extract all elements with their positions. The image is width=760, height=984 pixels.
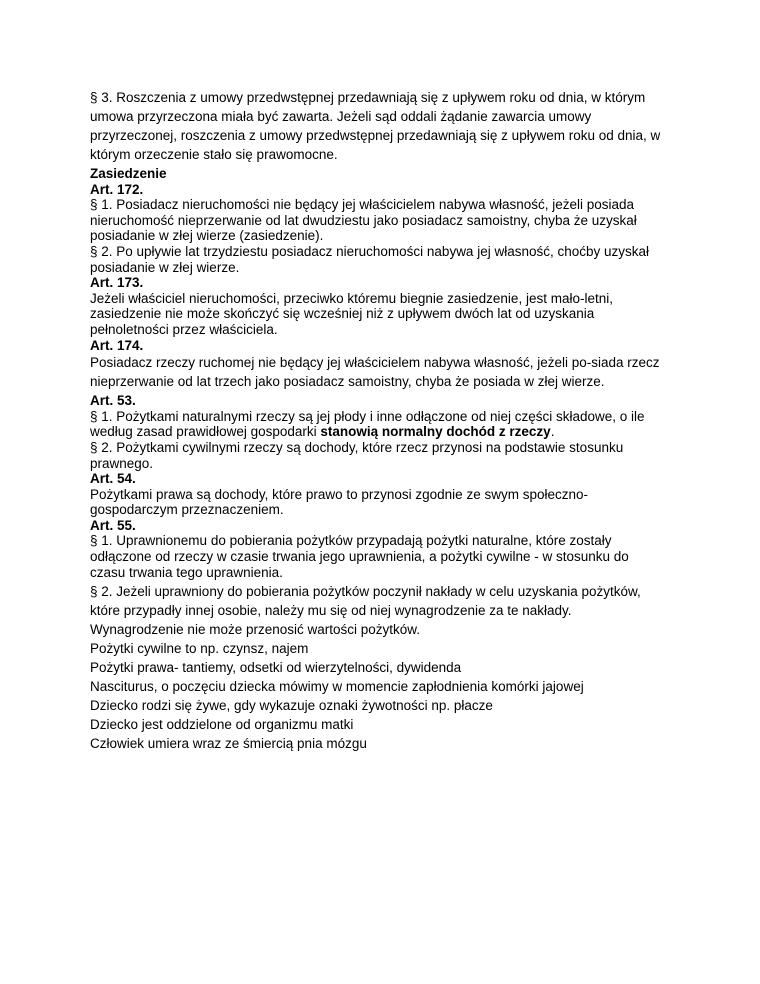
- heading-art-174: Art. 174.: [90, 337, 144, 353]
- paragraph-art-174: Posiadacz rzeczy ruchomej nie będący jej właścicielem nabywa własność, jeżeli po-siada rzecz nieprzerwanie od lat trzech jako posiadacz samoistny, chyba że posiada w złej wierze.: [90, 355, 660, 390]
- note-dziecko-zywe: Dziecko rodzi się żywe, gdy wykazuje oznaki żywotności np. płacze: [90, 698, 493, 714]
- heading-art-172: Art. 172.: [90, 181, 144, 197]
- paragraph-art-section-3: § 3. Roszczenia z umowy przedwstępnej przedawniają się z upływem roku od dnia, w którym umowa przyrzeczona miała być zawarta. Jeżeli sąd oddali żądanie zawarcia umowy przyrzeczonej, roszczenia z umowy przedwstępnej przedawniają się z upływem roku od dnia, w którym orzeczenie stało się prawomocne.: [90, 90, 661, 162]
- paragraph-art-53-section-2: § 2. Pożytkami cywilnymi rzeczy są dochody, które rzecz przynosi na podstawie stosunku prawnego.: [90, 439, 624, 471]
- heading-zasiedzenie: Zasiedzenie: [90, 166, 167, 181]
- note-pozytki-cywilne: Pożytki cywilne to np. czynsz, najem: [90, 641, 309, 657]
- heading-art-55: Art. 55.: [90, 517, 136, 533]
- paragraph-art-55-section-1: § 1. Uprawnionemu do pobierania pożytków przypadają pożytki naturalne, które zostały odłączone od rzeczy w czasie trwania jego uprawnienia, a pożytki cywilne - w stosunku do czasu trwania tego uprawnienia.: [90, 533, 629, 580]
- note-dziecko-oddzielone: Dziecko jest oddzielone od organizmu matki: [90, 717, 354, 733]
- paragraph-art-172-section-2: § 2. Po upływie lat trzydziestu posiadacz nieruchomości nabywa jej własność, choćby uzyskał posiadanie w złej wierze.: [90, 243, 650, 275]
- document-page: [90, 88, 680, 753]
- paragraph-art-173: Jeżeli właściciel nieruchomości, przeciwko któremu biegnie zasiedzenie, jest mało-letni, zasiedzenie nie może skończyć się wcześniej niż z upływem dwóch lat od uzyskania pełnoletności przez właściciela.: [90, 290, 613, 337]
- bold-phrase: stanowią normalny dochód z rzeczy: [320, 424, 551, 440]
- paragraph-art-55-section-2: § 2. Jeżeli uprawniony do pobierania pożytków poczynił nakłady w celu uzyskania pożytków, które przypadły innej osobie, należy mu się od niej wynagrodzenie za te nakłady. Wynagrodzenie nie może przenosić wartości pożytków.: [90, 584, 641, 638]
- paragraph-art-172-section-1: § 1. Posiadacz nieruchomości nie będący jej właścicielem nabywa własność, jeżeli posiada nieruchomość nieprzerwanie od lat dwudziestu jako posiadacz samoistny, chyba że uzyskał posiadanie w złej wierze (zasiedzenie).: [90, 197, 637, 244]
- paragraph-text-end: .: [550, 424, 555, 440]
- heading-art-54: Art. 54.: [90, 471, 136, 487]
- paragraph-art-53-section-1: [90, 409, 680, 440]
- heading-art-173: Art. 173.: [90, 275, 144, 291]
- note-czlowiek-umiera: Człowiek umiera wraz ze śmiercią pnia mózgu: [90, 736, 367, 752]
- paragraph-art-54: Pożytkami prawa są dochody, które prawo to przynosi zgodnie ze swym społeczno- gospodarczym przeznaczeniem.: [90, 486, 588, 518]
- note-nasciturus: Nasciturus, o poczęciu dziecka mówimy w momencie zapłodnienia komórki jajowej: [90, 679, 584, 695]
- heading-art-53: Art. 53.: [90, 393, 136, 409]
- note-pozytki-prawa: Pożytki prawa- tantiemy, odsetki od wierzytelności, dywidenda: [90, 660, 462, 676]
- paragraph-text: § 1. Pożytkami naturalnymi rzeczy są jej płody i inne odłączone od niej części składowe, o ile według zasad prawidłowej gospodarki: [90, 408, 645, 440]
